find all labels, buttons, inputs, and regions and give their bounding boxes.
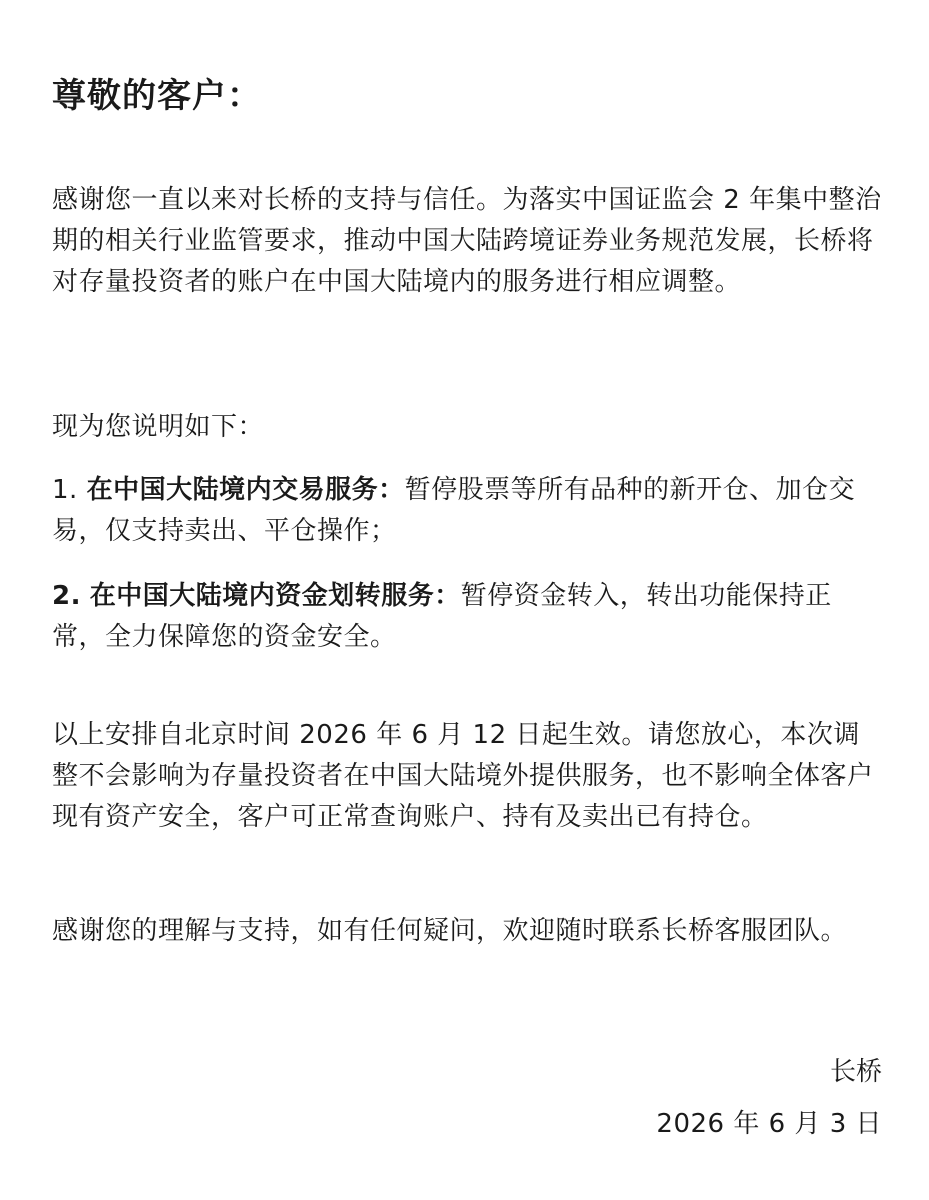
letter-thanks-paragraph: 感谢您的理解与支持，如有任何疑问，欢迎随时联系长桥客服团队。	[52, 916, 848, 946]
letter-date: 2026 年 6 月 3 日	[656, 1109, 882, 1139]
letter-effective-paragraph: 以上安排自北京时间 2026 年 6 月 12 日起生效。请您放心，本次调整不会影响为存量投资者在中国大陆境外提供服务，也不影响全体客户现有资产安全，客户可正常查询账户、持有及卖出已有持仓。	[52, 720, 874, 832]
item-number: 2.	[52, 581, 81, 611]
letter-greeting: 尊敬的客户：	[52, 76, 262, 116]
item-number: 1.	[52, 475, 78, 505]
item-title: 在中国大陆境内资金划转服务：	[89, 581, 461, 611]
letter-signature: 长桥	[829, 1057, 882, 1087]
item-text: 暂停股票等所有品种的新开仓、加仓交易，仅支持卖出、平仓操作；	[52, 475, 856, 546]
letter-lead-line: 现为您说明如下：	[52, 412, 265, 442]
list-item-fund-transfer-service	[52, 576, 882, 658]
item-text: 暂停资金转入，转出功能保持正常，全力保障您的资金安全。	[52, 581, 832, 652]
list-item-trading-service	[52, 470, 882, 552]
notice-letter	[52, 0, 882, 1200]
letter-intro-paragraph: 感谢您一直以来对长桥的支持与信任。为落实中国证监会 2 年集中整治期的相关行业监管要求，推动中国大陆跨境证券业务规范发展，长桥将对存量投资者的账户在中国大陆境内的服务进行相应调整。	[52, 185, 882, 297]
item-title: 在中国大陆境内交易服务：	[86, 475, 405, 505]
